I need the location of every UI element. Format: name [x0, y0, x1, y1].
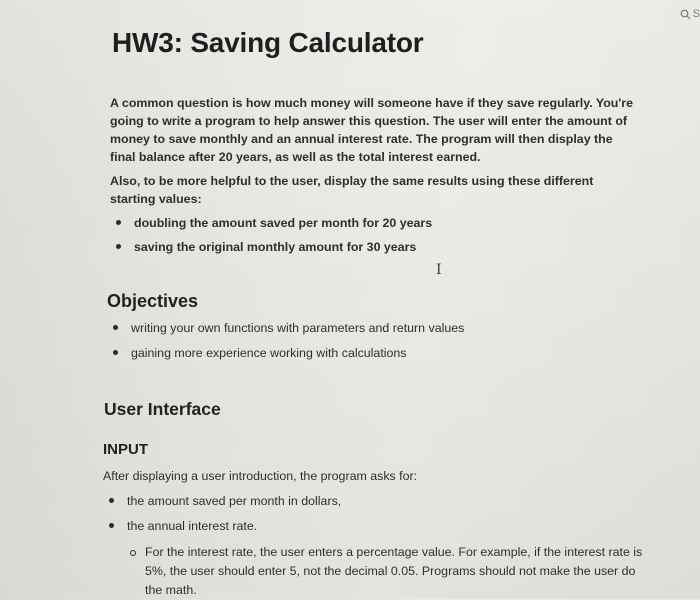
input-heading: INPUT [103, 441, 148, 458]
list-item [111, 344, 464, 362]
list-item-text: writing your own functions with parameters and return values [131, 321, 465, 335]
list-item [114, 238, 432, 256]
interest-rate-sublist [128, 543, 653, 600]
list-item-text: the amount saved per month in dollars, [127, 494, 342, 508]
bullet-icon [113, 350, 118, 355]
bullet-icon [116, 244, 121, 249]
input-intro-text: After displaying a user introduction, the program asks for: [103, 469, 418, 483]
hollow-bullet-icon [130, 550, 136, 556]
user-interface-heading: User Interface [104, 399, 221, 419]
objectives-list [111, 319, 464, 369]
bullet-icon [109, 498, 114, 503]
input-list [107, 492, 341, 542]
search-icon[interactable] [680, 9, 691, 20]
list-item [114, 214, 432, 232]
text-cursor-icon: I [436, 262, 442, 278]
intro-paragraph: A common question is how much money will someone have if they save regularly. You're going to write a program to help answer this question. The user will enter the amount of money to save monthly and an annual interest rate. The program will then display the final balance after 20 years, as well as the total interest earned. [110, 96, 634, 164]
list-item-text: doubling the amount saved per month for 20 years [134, 216, 433, 230]
list-item [128, 543, 653, 600]
list-item-text: the annual interest rate. [127, 519, 258, 533]
search-corner[interactable] [680, 8, 700, 20]
bullet-icon [116, 220, 121, 225]
list-item [107, 492, 341, 510]
list-item-text: For the interest rate, the user enters a percentage value. For example, if the interest rate is 5%, the user should enter 5, not the decimal 0.05. Programs should not make the user do the math. [145, 545, 643, 597]
list-item-text: saving the original monthly amount for 30 years [134, 240, 417, 254]
also-paragraph: Also, to be more helpful to the user, display the same results using these different starting values: [110, 174, 594, 206]
bullet-icon [113, 325, 118, 330]
search-label: S [692, 8, 700, 20]
bullet-icon [109, 523, 114, 528]
list-item [107, 517, 341, 535]
objectives-heading: Objectives [107, 291, 199, 311]
list-item [111, 319, 464, 337]
page-title: HW3: Saving Calculator [112, 27, 424, 58]
starting-values-list [114, 214, 432, 262]
list-item-text: gaining more experience working with calculations [131, 346, 407, 360]
